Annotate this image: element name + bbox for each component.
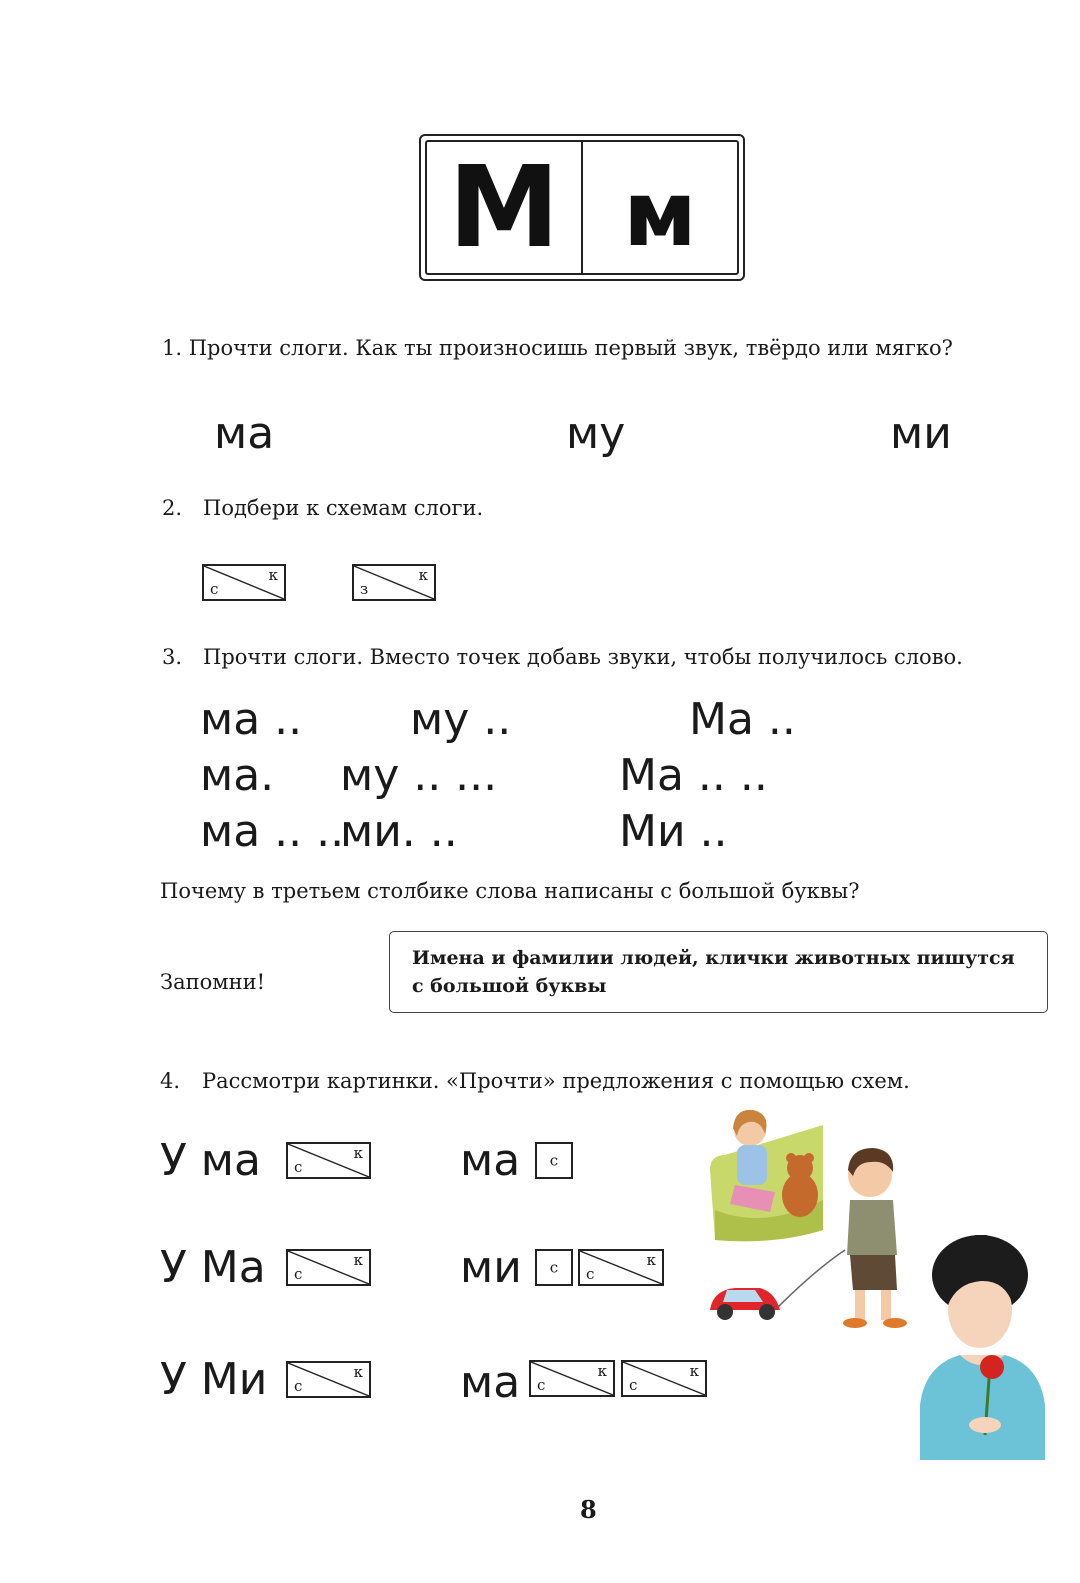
- sentence-start: У Ми: [160, 1354, 268, 1405]
- task1-syllable: ма: [214, 408, 275, 459]
- scheme-consonant-label: с: [294, 1158, 303, 1176]
- task4-number: 4.: [160, 1069, 181, 1093]
- task3-item: му ..: [410, 694, 512, 745]
- sentence-word: ма: [460, 1135, 521, 1186]
- task3-item: Ми ..: [619, 806, 728, 857]
- sentence-start: У Ма: [160, 1242, 266, 1293]
- scheme-consonant-label: с: [586, 1265, 595, 1283]
- boy-with-toy-car-illustration: [705, 1140, 930, 1340]
- syllable-scheme: [578, 1249, 664, 1286]
- syllable-scheme: [202, 564, 286, 601]
- scheme-hard-label: к: [418, 566, 428, 584]
- scheme-consonant-label: с: [294, 1377, 303, 1395]
- letter-lower: м: [623, 162, 697, 267]
- scheme-consonant-label: с: [210, 580, 219, 598]
- task3-text: Прочти слоги. Вместо точек добавь звуки, чтобы получилось слово.: [203, 645, 963, 669]
- task3-item: ма.: [200, 750, 275, 801]
- task3-item: ма ..: [200, 694, 303, 745]
- remember-label: Запомни!: [160, 970, 266, 994]
- letter-card: [419, 134, 745, 281]
- syllable-scheme: [286, 1361, 371, 1398]
- consonant-scheme: [535, 1142, 573, 1179]
- syllable-scheme: [352, 564, 436, 601]
- task4-text: Рассмотри картинки. «Прочти» предложения с помощью схем.: [202, 1069, 910, 1093]
- task3-item: ми. ..: [340, 806, 458, 857]
- scheme-hard-label: к: [689, 1362, 699, 1380]
- sentence-start: У ма: [160, 1135, 261, 1186]
- scheme-consonant-label: с: [549, 1151, 559, 1169]
- letter-upper: М: [427, 142, 583, 273]
- consonant-scheme: [535, 1249, 573, 1286]
- task3-item: ма .. ..: [200, 806, 345, 857]
- task2-text: Подбери к схемам слоги.: [203, 496, 484, 520]
- task1-syllable: ми: [890, 408, 952, 459]
- rule-box: Имена и фамилии людей, клички животных пишутся с большой буквы: [389, 931, 1048, 1013]
- syllable-scheme: [621, 1360, 707, 1397]
- task3-question: Почему в третьем столбике слова написаны с большой буквы?: [160, 879, 860, 903]
- woman-with-rose-illustration: [915, 1235, 1050, 1460]
- scheme-consonant-label: с: [294, 1265, 303, 1283]
- scheme-hard-label: к: [597, 1362, 607, 1380]
- scheme-hard-label: к: [353, 1251, 363, 1269]
- syllable-scheme: [286, 1142, 371, 1179]
- scheme-consonant-label: с: [629, 1376, 638, 1394]
- syllable-scheme: [286, 1249, 371, 1286]
- task2-number: 2.: [162, 496, 183, 520]
- scheme-hard-label: к: [353, 1144, 363, 1162]
- scheme-hard-label: к: [353, 1363, 363, 1381]
- syllable-scheme: [529, 1360, 615, 1397]
- task3-number: 3.: [162, 645, 183, 669]
- task3-item: му .. ...: [340, 750, 498, 801]
- task1-text: 1. Прочти слоги. Как ты произносишь первый звук, твёрдо или мягко?: [162, 336, 953, 360]
- task3-item: Ма .. ..: [619, 750, 768, 801]
- sentence-word: ми: [460, 1242, 522, 1293]
- scheme-consonant-label: з: [360, 580, 369, 598]
- scheme-consonant-label: с: [537, 1376, 546, 1394]
- scheme-hard-label: к: [268, 566, 278, 584]
- scheme-hard-label: к: [646, 1251, 656, 1269]
- page-number: 8: [580, 1495, 597, 1524]
- scheme-consonant-label: с: [549, 1258, 559, 1276]
- task1-syllable: му: [566, 408, 626, 459]
- task3-item: Ма ..: [689, 694, 796, 745]
- sentence-word: ма: [460, 1357, 521, 1408]
